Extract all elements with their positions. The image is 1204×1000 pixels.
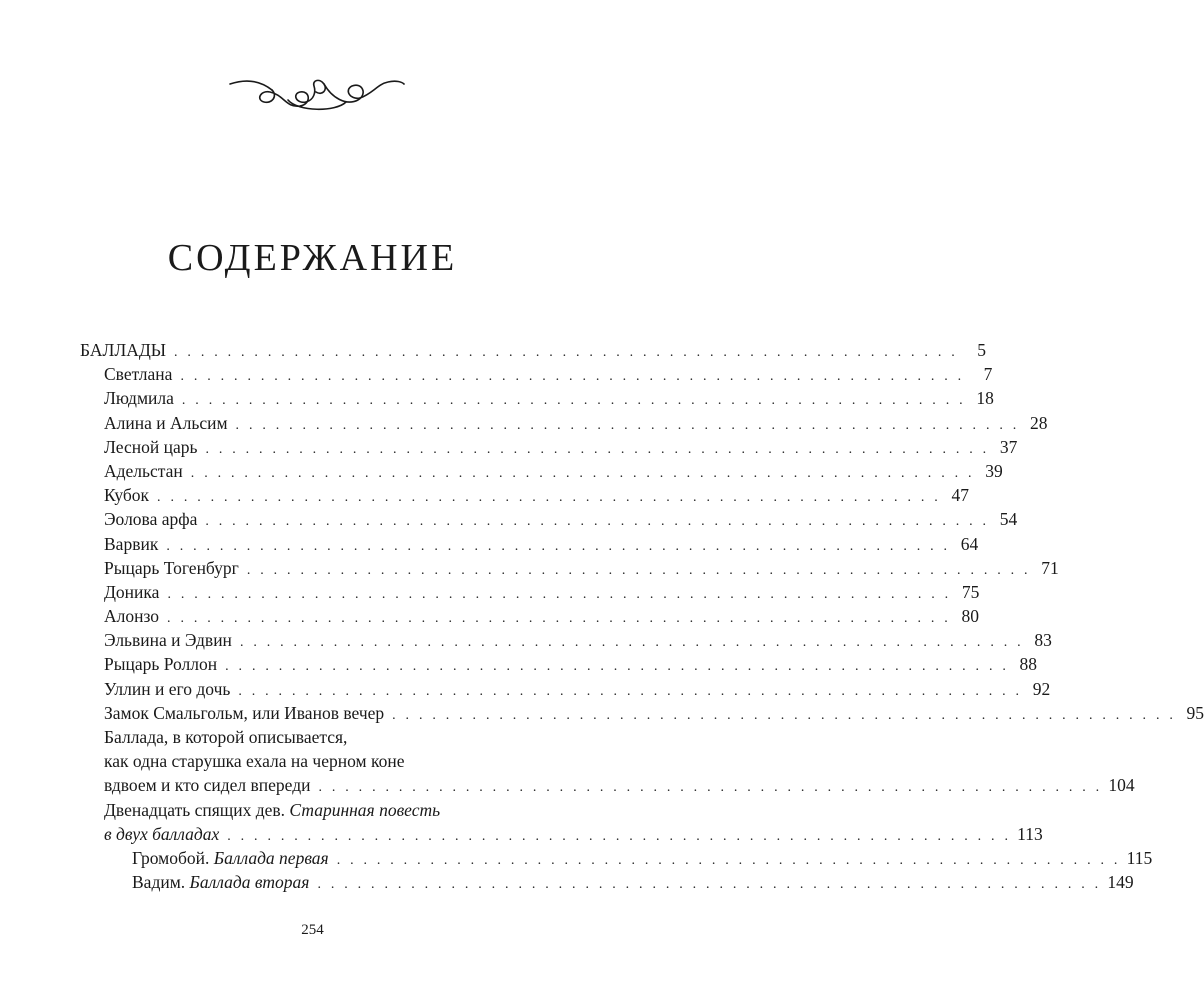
toc-entry-togenburg[interactable]: Рыцарь Тогенбург . . . . . . . . . . . . . . . . . . . . . . . . . . . . . . . . . . . . . . . . . . . . . . . . . . . . . . . . . . . 71 (80, 556, 545, 580)
ornament-flourish (228, 70, 406, 114)
toc-entry-line: Баллада, в которой описывается, (104, 727, 348, 747)
toc-entry-lyudmila[interactable]: Людмила . . . . . . . . . . . . . . . . . . . . . . . . . . . . . . . . . . . . . . . . . . . . . . . . . . . . . . . . . . . 18 (80, 386, 545, 410)
toc-entry-line: как одна старушка ехала на черном коне (104, 751, 405, 772)
toc-entry-varvik[interactable]: Варвик . . . . . . . . . . . . . . . . . . . . . . . . . . . . . . . . . . . . . . . . . . . . . . . . . . . . . . . . . . . 64 (80, 532, 545, 556)
toc-page: 5 (977, 340, 986, 360)
toc-page: 149 (1107, 872, 1134, 893)
toc-entry-adelstan[interactable]: Адельстан . . . . . . . . . . . . . . . . . . . . . . . . . . . . . . . . . . . . . . . . . . . . . . . . . . . . . . . . . . . 39 (80, 459, 545, 483)
toc-entry-lesnoy-tsar[interactable]: Лесной царь . . . . . . . . . . . . . . . . . . . . . . . . . . . . . . . . . . . . . . . . . . . . . . . . . . . . . . . . . . . 37 (80, 435, 545, 459)
toc-page: 115 (1126, 847, 1153, 868)
toc-page: 71 (1041, 557, 1059, 578)
toc-page: 113 (1017, 823, 1043, 844)
toc-entry-zamok[interactable]: Замок Смальгольм, или Иванов вечер . . . . . . . . . . . . . . . . . . . . . . . . . . . . . . . . . . . . . . . . . . . . . . . . . . . . . . . . . . . 95 (80, 701, 545, 725)
toc-entry-ballady[interactable]: БАЛЛАДЫ . . . . . . . . . . . . . . . . . . . . . . . . . . . . . . . . . . . . . . . . . . . . . . . . . . . . . . . . . . . 5 (80, 338, 545, 362)
toc-page: 18 (976, 388, 994, 409)
toc-page: 54 (999, 509, 1018, 530)
toc-entry-ullin[interactable]: Уллин и его дочь . . . . . . . . . . . . . . . . . . . . . . . . . . . . . . . . . . . . . . . . . . . . . . . . . . . . . . . . . . . 92 (80, 677, 545, 701)
toc-entry-svetlana[interactable]: Светлана . . . . . . . . . . . . . . . . . . . . . . . . . . . . . . . . . . . . . . . . . . . . . . . . . . . . . . . . . . . 7 (80, 362, 545, 386)
toc-page: 83 (1034, 630, 1052, 651)
toc-page: 92 (1032, 678, 1051, 699)
toc-page: 28 (1029, 412, 1048, 433)
toc-page: 37 (999, 436, 1018, 457)
toc-page: 64 (960, 533, 979, 554)
toc-page: 7 (983, 364, 993, 385)
toc-page: 39 (985, 460, 1003, 481)
toc-entry-gromoboy[interactable]: Громобой. Баллада первая . . . . . . . . . . . . . . . . . . . . . . . . . . . . . . . . . . . . . . . . . . . . . . . . . . . . . . . . . . . 115 (80, 846, 545, 870)
page-title: СОДЕРЖАНИЕ (167, 237, 458, 279)
toc-entry-kubok[interactable]: Кубок . . . . . . . . . . . . . . . . . . . . . . . . . . . . . . . . . . . . . . . . . . . . . . . . . . . . . . . . . . . 47 (80, 483, 545, 507)
toc-page: 104 (1108, 775, 1135, 796)
toc-page: 80 (961, 606, 979, 627)
toc-entry-elvina[interactable]: Эльвина и Эдвин . . . . . . . . . . . . . . . . . . . . . . . . . . . . . . . . . . . . . . . . . . . . . . . . . . . . . . . . . . . 83 (80, 628, 545, 652)
page-number: 254 (301, 922, 324, 938)
toc-entry-vadim[interactable]: Вадим. Баллада вторая . . . . . . . . . . . . . . . . . . . . . . . . . . . . . . . . . . . . . . . . . . . . . . . . . . . . . . . . . . . 149 (80, 870, 545, 894)
toc-page: 47 (951, 485, 969, 506)
toc-entry-alonzo[interactable]: Алонзо . . . . . . . . . . . . . . . . . . . . . . . . . . . . . . . . . . . . . . . . . . . . . . . . . . . . . . . . . . . 80 (80, 604, 545, 628)
toc-entry-ballada-staruha[interactable]: Баллада, в которой описывается, как одна старушка ехала на черном коне вдвоем и кто сидел впереди . . . . . . . . . . . . . . . . . . . . . . . . . . . . . . . . . . . . . . . . . . . . . . . . . . . . . . . . . . . 104 (80, 725, 545, 798)
toc-entry-eolova-arfa[interactable]: Эолова арфа . . . . . . . . . . . . . . . . . . . . . . . . . . . . . . . . . . . . . . . . . . . . . . . . . . . . . . . . . . . 54 (80, 507, 545, 531)
toc-entry-dvenadtsat[interactable]: Двенадцать спящих дев. Старинная повесть в двух балладах . . . . . . . . . . . . . . . . . . . . . . . . . . . . . . . . . . . . . . . . . . . . . . . . . . . . . . . . . . . 113 (80, 798, 545, 846)
toc-entry-alina[interactable]: Алина и Альсим . . . . . . . . . . . . . . . . . . . . . . . . . . . . . . . . . . . . . . . . . . . . . . . . . . . . . . . . . . . 28 (80, 411, 545, 435)
toc-entry-donika[interactable]: Доника . . . . . . . . . . . . . . . . . . . . . . . . . . . . . . . . . . . . . . . . . . . . . . . . . . . . . . . . . . . 75 (80, 580, 545, 604)
toc-entry-rollon[interactable]: Рыцарь Роллон . . . . . . . . . . . . . . . . . . . . . . . . . . . . . . . . . . . . . . . . . . . . . . . . . . . . . . . . . . . 88 (80, 652, 545, 676)
table-of-contents (80, 338, 1204, 894)
toc-page: 88 (1019, 654, 1038, 675)
toc-page: 95 (1186, 702, 1204, 723)
toc-page: 75 (961, 581, 980, 602)
toc-entry-line: Двенадцать спящих дев. Старинная повесть (104, 799, 441, 820)
